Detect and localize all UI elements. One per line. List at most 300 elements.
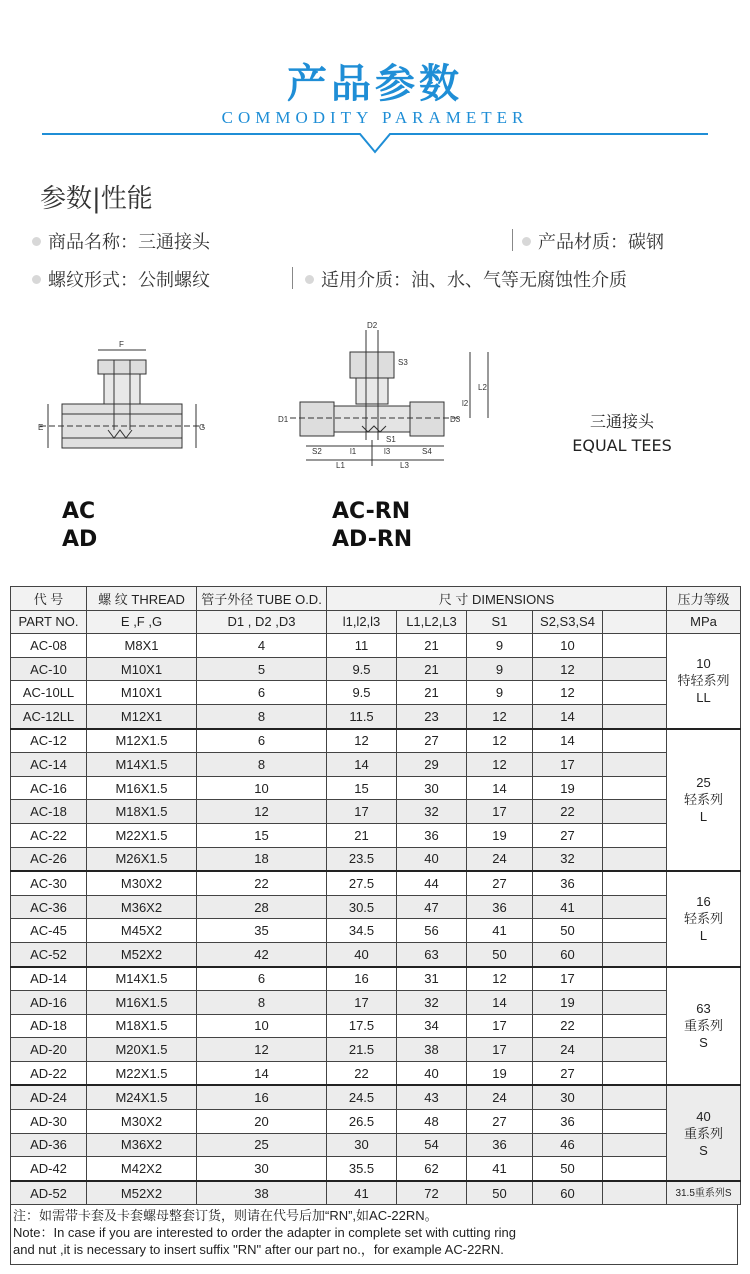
table-cell: AC-14 [11,753,87,777]
table-cell: 41 [533,895,603,919]
table-cell: 24.5 [327,1085,397,1109]
pressure-value: 10 [696,656,711,672]
table-row [11,1038,741,1062]
table-row [11,967,741,991]
notes [10,1205,738,1265]
property-medium [305,266,627,292]
table-cell: 10 [533,634,603,658]
note-en-1: Note：In case if you are interested to order the adapter in complete set with cutting ring [13,1225,516,1240]
table-cell: M10X1 [87,657,197,681]
table-cell: 34 [397,1014,467,1038]
table-cell: 46 [533,1133,603,1157]
table-cell: M26X1.5 [87,847,197,871]
table-cell: 12 [533,681,603,705]
table-cell: 38 [397,1038,467,1062]
table-cell: 30 [327,1133,397,1157]
pressure-value: 16 [696,894,711,910]
table-cell: M14X1.5 [87,967,197,991]
table-cell-empty [603,776,667,800]
table-cell: 32 [397,991,467,1015]
table-cell: 36 [467,1133,533,1157]
table-cell: M22X1.5 [87,1061,197,1085]
pressure-group [667,634,741,729]
table-cell: AD-52 [11,1181,87,1205]
table-cell: 21 [397,634,467,658]
table-cell: 62 [397,1157,467,1181]
table-cell: M12X1 [87,704,197,728]
table-row [11,681,741,705]
table-cell: 56 [397,919,467,943]
table-cell: M18X1.5 [87,1014,197,1038]
table-cell-empty [603,657,667,681]
table-cell: 60 [533,942,603,966]
table-cell: 22 [533,800,603,824]
table-cell: 9.5 [327,657,397,681]
table-cell: M24X1.5 [87,1085,197,1109]
table-cell: AC-10LL [11,681,87,705]
pressure-value: 25 [696,775,711,791]
table-cell: 30 [197,1157,327,1181]
table-cell: 36 [533,871,603,895]
table-cell: 17 [327,800,397,824]
table-cell: 50 [533,919,603,943]
table-row [11,823,741,847]
table-cell: 27 [397,729,467,753]
pressure-value: 40 [696,1108,711,1124]
table-cell: 9 [467,657,533,681]
table-cell: AD-14 [11,967,87,991]
table-cell: 8 [197,753,327,777]
table-cell-empty [603,1038,667,1062]
bullet-icon [522,237,531,246]
header-dimensions: 尺 寸 DIMENSIONS [327,587,667,611]
table-cell: M52X2 [87,1181,197,1205]
table-cell: 4 [197,634,327,658]
table-cell: 29 [397,753,467,777]
header-tube: 管子外径 TUBE O.D. [197,587,327,611]
table-cell: 30.5 [327,895,397,919]
table-cell: 21 [397,657,467,681]
header-pressure: 压力等级 [667,587,741,611]
pressure-group [667,729,741,872]
table-cell: AC-08 [11,634,87,658]
table-cell: AD-22 [11,1061,87,1085]
table-cell: 17 [467,1014,533,1038]
table-row [11,1061,741,1085]
dim-label-s2: S2 [312,447,322,456]
table-cell: 28 [197,895,327,919]
table-cell: 35 [197,919,327,943]
tee-drawing-ac-rn [290,330,488,466]
table-cell-empty [603,823,667,847]
pressure-series: 特轻系列 [677,673,730,689]
technical-drawing [0,310,750,490]
drawing-caption-en: EQUAL TEES [572,436,672,455]
dim-label-s4: S4 [422,447,432,456]
table-cell-empty [603,919,667,943]
table-cell: AD-42 [11,1157,87,1181]
table-cell: 25 [197,1133,327,1157]
table-row [11,895,741,919]
table-cell: 20 [197,1110,327,1134]
table-cell: 14 [533,704,603,728]
pressure-code: S [699,1142,708,1158]
header-efg: E ,F ,G [87,610,197,634]
table-cell: 14 [467,991,533,1015]
model-ad: AD [62,527,98,552]
table-row [11,1085,741,1109]
table-cell: 41 [327,1181,397,1205]
table-cell: 14 [327,753,397,777]
table-cell: 30 [397,776,467,800]
table-cell: 17 [467,800,533,824]
table-cell: 9 [467,681,533,705]
table-cell: 35.5 [327,1157,397,1181]
table-cell: 21.5 [327,1038,397,1062]
table-cell: M20X1.5 [87,1038,197,1062]
table-row [11,1014,741,1038]
table-cell-empty [603,871,667,895]
table-cell: AC-22 [11,823,87,847]
pressure-value: 31.5重系列S [675,1187,732,1199]
table-cell: 12 [467,753,533,777]
table-cell: 8 [197,991,327,1015]
model-ac: AC [62,499,96,524]
property-name [32,228,210,254]
table-row [11,1181,741,1205]
pressure-code: LL [696,690,711,706]
table-cell: 15 [327,776,397,800]
table-cell: 48 [397,1110,467,1134]
table-cell: 8 [197,704,327,728]
pressure-group [667,1181,741,1205]
table-cell: AC-26 [11,847,87,871]
table-cell: 30 [533,1085,603,1109]
table-cell: M30X2 [87,1110,197,1134]
table-cell-empty [603,942,667,966]
table-cell: 19 [467,823,533,847]
table-cell: 12 [327,729,397,753]
pressure-group [667,1085,741,1180]
table-cell: 5 [197,657,327,681]
table-cell: 17 [533,753,603,777]
table-cell: 22 [533,1014,603,1038]
table-cell-empty [603,681,667,705]
table-cell: 9 [467,634,533,658]
table-cell: 36 [467,895,533,919]
table-cell-empty [603,1014,667,1038]
table-cell: AD-18 [11,1014,87,1038]
header-part: PART NO. [11,610,87,634]
table-cell: 50 [533,1157,603,1181]
table-cell: 42 [197,942,327,966]
table-cell: 24 [467,1085,533,1109]
table-cell: 44 [397,871,467,895]
dim-label-d3: D3 [450,415,461,424]
table-row [11,871,741,895]
table-cell: 12 [197,1038,327,1062]
table-cell: 10 [197,1014,327,1038]
dim-label-l1: L1 [336,461,345,470]
table-cell: M16X1.5 [87,776,197,800]
table-cell: M8X1 [87,634,197,658]
table-cell-empty [603,634,667,658]
pressure-value: 63 [696,1001,711,1017]
table-cell: AC-45 [11,919,87,943]
table-row [11,704,741,728]
bullet-icon [32,237,41,246]
table-cell: M42X2 [87,1157,197,1181]
table-cell: 6 [197,681,327,705]
table-cell: 14 [197,1061,327,1085]
tee-drawing-ac [40,350,204,448]
table-cell-empty [603,967,667,991]
table-cell: 12 [197,800,327,824]
table-cell: 16 [327,967,397,991]
header-l-small: l1,l2,l3 [327,610,397,634]
table-cell: 17 [533,967,603,991]
header-empty [603,610,667,634]
table-row [11,1133,741,1157]
table-cell: 17.5 [327,1014,397,1038]
dim-label-g: G [199,423,206,432]
table-row [11,634,741,658]
table-row [11,942,741,966]
table-row [11,991,741,1015]
table-cell-empty [603,991,667,1015]
table-cell: M22X1.5 [87,823,197,847]
table-cell-empty [603,729,667,753]
dim-label-l3-lower: l3 [384,447,391,456]
table-cell: 24 [533,1038,603,1062]
table-cell: 31 [397,967,467,991]
table-cell: 47 [397,895,467,919]
table-cell: M16X1.5 [87,991,197,1015]
table-cell-empty [603,847,667,871]
table-cell: 6 [197,967,327,991]
separator [292,267,293,289]
header-s: S2,S3,S4 [533,610,603,634]
table-cell: 22 [327,1061,397,1085]
header-s1: S1 [467,610,533,634]
table-cell: 50 [467,1181,533,1205]
table-cell: M36X2 [87,895,197,919]
page-title: 产品参数 [287,61,463,107]
table-cell: AC-12LL [11,704,87,728]
property-material-text: 产品材质：碳钢 [538,232,664,253]
table-cell: 12 [467,704,533,728]
table-cell: 36 [397,823,467,847]
header-mpa: MPa [667,610,741,634]
table-cell: M45X2 [87,919,197,943]
bullet-icon [305,275,314,284]
bullet-icon [32,275,41,284]
pressure-group [667,967,741,1086]
table-cell: AD-20 [11,1038,87,1062]
table-cell: M18X1.5 [87,800,197,824]
property-thread-text: 螺纹形式：公制螺纹 [48,270,210,291]
table-cell-empty [603,1110,667,1134]
dim-label-f: F [119,340,124,349]
table-cell: AC-36 [11,895,87,919]
header-code: 代 号 [11,587,87,611]
table-cell: 32 [397,800,467,824]
property-medium-text: 适用介质：油、水、气等无腐蚀性介质 [321,270,627,291]
table-cell: AC-30 [11,871,87,895]
table-cell-empty [603,1157,667,1181]
table-cell: 40 [397,1061,467,1085]
table-cell: 18 [197,847,327,871]
table-cell: 36 [533,1110,603,1134]
table-cell: 32 [533,847,603,871]
table-cell: M14X1.5 [87,753,197,777]
dim-label-s3: S3 [398,358,408,367]
table-cell: 40 [397,847,467,871]
model-ac-rn: AC-RN [332,499,411,524]
table-cell-empty [603,1085,667,1109]
table-cell: AC-18 [11,800,87,824]
dim-label-l2-lower: l2 [462,399,469,408]
pressure-series: 重系列 [684,1018,724,1034]
table-cell: 26.5 [327,1110,397,1134]
pressure-code: L [699,809,708,825]
table-cell: AD-30 [11,1110,87,1134]
table-cell-empty [603,753,667,777]
table-cell: 27 [467,871,533,895]
table-cell: 54 [397,1133,467,1157]
table-cell: 14 [467,776,533,800]
title-divider [0,120,750,160]
pressure-group [667,871,741,966]
table-cell: 24 [467,847,533,871]
drawing-caption-cn: 三通接头 [589,412,654,431]
property-name-text: 商品名称：三通接头 [48,232,210,253]
page-subtitle: COMMODITY PARAMETER [221,108,529,127]
table-cell: 27 [533,823,603,847]
table-cell: 9.5 [327,681,397,705]
table-cell: M36X2 [87,1133,197,1157]
table-row [11,847,741,871]
table-cell-empty [603,800,667,824]
table-cell: M10X1 [87,681,197,705]
table-cell: 50 [467,942,533,966]
table-cell: 10 [197,776,327,800]
table-cell: 21 [397,681,467,705]
table-cell: 27 [467,1110,533,1134]
header-thread: 螺 纹 THREAD [87,587,197,611]
table-row [11,1157,741,1181]
table-row [11,729,741,753]
dim-label-d1: D1 [278,415,289,424]
table-cell: 19 [533,776,603,800]
note-cn: 注：如需带卡套及卡套螺母整套订货，则请在代号后加“RN”,如AC-22RN。 [13,1208,438,1223]
table-row [11,800,741,824]
table-cell: 19 [467,1061,533,1085]
table-cell-empty [603,1133,667,1157]
table-cell: 14 [533,729,603,753]
header-l-large: L1,L2,L3 [397,610,467,634]
model-label-right [332,498,412,554]
table-cell: 34.5 [327,919,397,943]
model-label-left [62,498,97,554]
dim-label-e: E [38,423,44,432]
table-cell: AC-10 [11,657,87,681]
table-cell: 41 [467,919,533,943]
table-cell: 41 [467,1157,533,1181]
table-cell: 12 [467,967,533,991]
pressure-code: L [699,928,708,944]
table-cell: M30X2 [87,871,197,895]
table-cell-empty [603,1181,667,1205]
table-cell: AD-16 [11,991,87,1015]
pressure-series: 轻系列 [684,911,724,927]
table-cell: 17 [327,991,397,1015]
table-cell: 15 [197,823,327,847]
table-cell: 16 [197,1085,327,1109]
pressure-code: S [699,1035,708,1051]
table-cell: M12X1.5 [87,729,197,753]
table-cell: 63 [397,942,467,966]
note-en-2: and nut ,it is necessary to insert suffix "RN" after our part no.，for example AC-22RN. [13,1242,504,1257]
dim-label-s1: S1 [386,435,396,444]
table-cell: 17 [467,1038,533,1062]
pressure-series: 重系列 [684,1125,724,1141]
table-cell: 21 [327,823,397,847]
table-cell: AC-12 [11,729,87,753]
property-material [522,228,664,254]
table-row [11,919,741,943]
table-cell: 19 [533,991,603,1015]
pressure-series: 轻系列 [684,792,724,808]
table-cell: AD-24 [11,1085,87,1109]
table-cell: 12 [533,657,603,681]
table-cell: AD-36 [11,1133,87,1157]
table-cell: 23.5 [327,847,397,871]
drawing-caption [566,410,678,458]
table-cell: 6 [197,729,327,753]
dim-label-l2-upper: L2 [478,383,487,392]
table-cell: 60 [533,1181,603,1205]
table-row [11,657,741,681]
table-cell-empty [603,895,667,919]
table-row [11,776,741,800]
table-cell: 27 [533,1061,603,1085]
table-cell: 23 [397,704,467,728]
table-row [11,753,741,777]
spec-table [10,586,741,1205]
table-cell: 11 [327,634,397,658]
table-cell: 12 [467,729,533,753]
table-cell: 11.5 [327,704,397,728]
separator [512,229,513,251]
table-cell: AC-16 [11,776,87,800]
table-cell: AC-52 [11,942,87,966]
table-cell-empty [603,1061,667,1085]
table-cell: 38 [197,1181,327,1205]
table-cell: 40 [327,942,397,966]
dim-label-l1-lower: l1 [350,447,357,456]
table-cell: 27.5 [327,871,397,895]
spec-table-body [11,634,741,1205]
table-cell: 72 [397,1181,467,1205]
dim-label-l3: L3 [400,461,409,470]
header-d: D1 , D2 ,D3 [197,610,327,634]
table-cell-empty [603,704,667,728]
section-title: 参数|性能 [40,184,153,214]
table-cell: 43 [397,1085,467,1109]
model-ad-rn: AD-RN [332,527,413,552]
property-thread [32,266,210,292]
